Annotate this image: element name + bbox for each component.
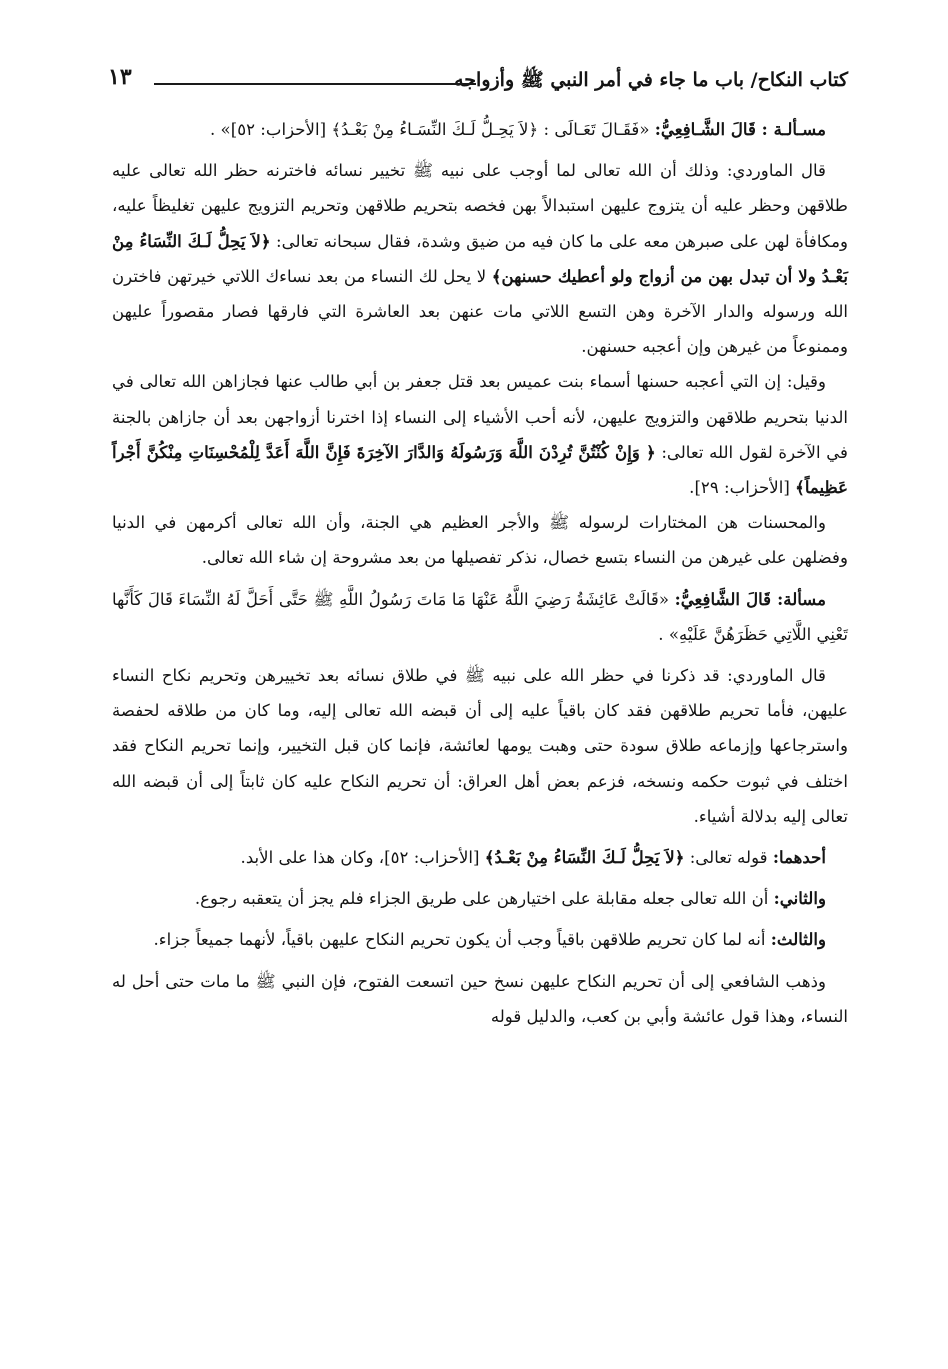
paragraph-text: وقيل: إن التي أعجبه حسنها أسماء بنت عميس بعد قتل جعفر بن أبي طالب عنها فجازاهن الله تعالى في الدنيا بتحريم طلاقهن والتزويج عليهن، لأنه أحب الأشياء إلى النساء إذا اخترنا أزواجهن بعد أن جازاهن بالجنة في الآخرة لقول الله تعالى: [112,372,848,462]
point-label: والثاني: [773,888,826,909]
paragraph-mas-ala-2 [112,582,848,652]
paragraph-text: قال الماوردي: وذلك أن الله تعالى لما أوجب على نبيه ﷺ تخيير نسائه فاخترنه حظر الله تعالى عليه طلاقهن وحظر عليه أن يتزوج عليهن استبدالاً بهن فخصه بتحريم طلاقهن وتحريم التزويج عليهن تغليظاً عليه، ومكافأة لهن على صبرهن معه على ما كان فيه من ضيق وشدة، فقال سبحانه تعالى: [112,161,848,251]
page-number: ١٣ [108,64,132,90]
quran-verse: ﴿لاَ يَحِلُّ لَـكَ النِّسَاءُ مِنْ بَعْـدُ﴾ [484,847,685,868]
paragraph-mawardi-1 [112,153,848,364]
paragraph-text: أن الله تعالى جعله مقابلة على اختيارهن على طريق الجزاء فلم يجز أن يتعقبه رجوع. [194,889,769,909]
paragraph-text: أنه لما كان تحريم طلاقهن باقياً وجب أن يكون تحريم النكاح عليهن باقياً، لأنهما جميعاً جزاء. [153,930,766,950]
issue-label: مسألة: قَالَ الشَّافِعِيُّ: [674,588,827,609]
point-label: أحدهما: [772,847,826,868]
paragraph-second-point [112,881,848,916]
paragraph-text: لا يحل لك النساء من بعد نساءك اللاتي خيرتهن فاخترن الله ورسوله والدار الآخرة وهن التسع اللاتي مات عنهن بعد العاشرة التي فارقها فصار مقصوراً عليهن وممنوعاً من غيرهن وإن أعجبه حسنهن. [112,266,848,357]
header-rule [154,83,476,85]
paragraph-text: قوله تعالى: [689,848,768,868]
paragraph-mas-ala-1 [112,112,848,147]
issue-text: «قَالَتْ عَائِشَةُ رَضِيَ اللَّهُ عَنْهَا مَا مَاتَ رَسُولُ اللَّهِ ﷺ حَتَّى أَحَلَّ لَهُ النِّسَاءَ قَالَ كَأَنَّها تَعْنِي اللَّاتِي حَظَرَهُنَّ عَلَيْهِ» . [112,589,848,644]
header-title: كتاب النكاح/ باب ما جاء في أمر النبي ﷺ وأزواجه [454,69,848,91]
paragraph-first-point [112,840,848,875]
paragraph-text: [الأحزاب: ٥٢]، وكان هذا على الأبد. [240,848,480,868]
running-header [108,62,848,102]
paragraph-mawardi-2: قال الماوردي: قد ذكرنا في حظر الله على نبيه ﷺ في طلاق نسائه بعد تخييرهن وتحريم نكاح النساء عليهن، فأما تحريم طلاقهن فقد كان باقياً عليه إلى أن قبضه الله تعالى إليه، وما كان من طلاقه لحفصة واسترجاعها وإزماعه طلاق سودة حتى وهبت يومها لعائشة، فإنما كان قبل التخيير، وإنما تحريم النكاح فقد اختلف في ثبوت حكمه ونسخه، فزعم بعض أهل العراق: أن تحريم النكاح عليه كان ثابتاً إلى أن قبضه الله تعالى إليه بدلالة أشياء. [112,666,848,826]
page-body [112,112,848,1034]
quran-verse: ﴿ وَإِنْ كُنْتُنَّ تُرِدْنَ اللَّهَ وَرَسُولَهُ وَالدَّارَ الآخِرَةَ فَإِنَّ اللَّهَ أَعَدَّ لِلْمُحْسِنَاتِ مِنْكُنَّ أَجْراً عَظِيماً﴾ [112,441,848,498]
paragraph-qila [112,364,848,505]
issue-label: مسـألـة : قَالَ الشَّـافِعِيُّ: [654,119,826,139]
quran-verse: ﴿لاَ يَحِلُّ لَـكَ النِّسَاءُ مِنْ بَعْـدُ ولا أن تبدل بهن من أزواج ولو أعطيك حسنهن﴾ [112,230,849,286]
paragraph-shafii-view: وذهب الشافعي إلى أن تحريم النكاح عليهن نسخ حين اتسعت الفتوح، فإن النبي ﷺ ما مات حتى أحل له النساء، وهذا قول عائشة وأبي بن كعب، والدليل قوله [112,971,848,1026]
issue-text: «فَقَـالَ تَعَـالَى : ﴿لاَ يَحِـلُّ لَـكَ النِّسَـاءُ مِنْ بَعْـدُ﴾ [الأحزاب: ٥٢]» . [210,120,650,139]
paragraph-third-point [112,922,848,957]
point-label: والثالث: [770,929,826,950]
paragraph-muhsinat: والمحسنات هن المختارات لرسوله ﷺ والأجر العظيم هي الجنة، وأن الله تعالى أكرمهن في الدنيا وفضلهن على غيرهن من النساء بتسع خصال، نذكر تفصيلها من بعد مشروحة إن شاء الله تعالى. [112,513,848,568]
paragraph-text: [الأحزاب: ٢٩]. [689,478,790,498]
